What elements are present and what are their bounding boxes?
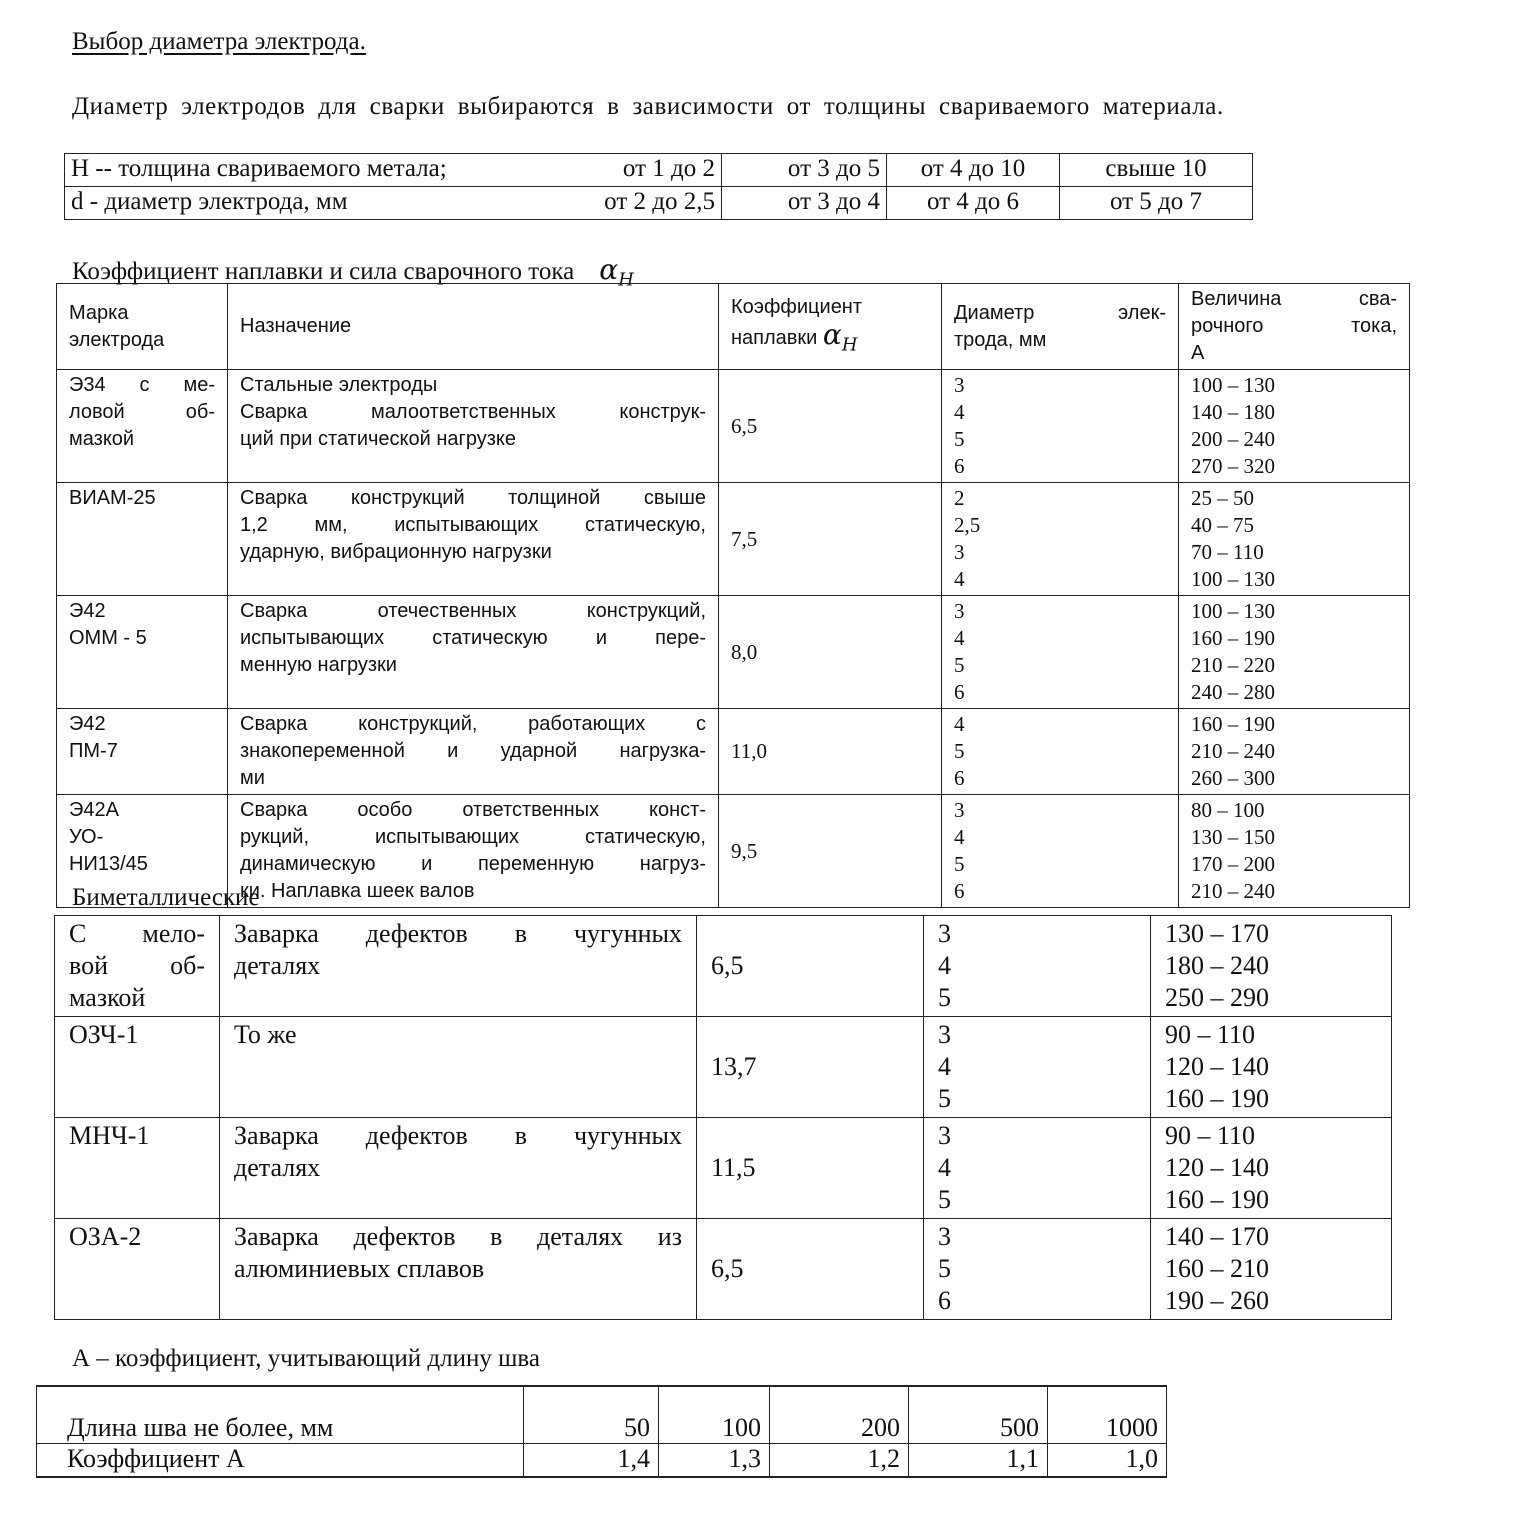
brand-cell-line: УО- xyxy=(69,826,104,848)
table-row xyxy=(37,1444,1167,1478)
brand-cell-line: ОЗЧ-1 xyxy=(69,1020,139,1049)
current-cell-line: 170 – 200 xyxy=(1191,852,1275,876)
header-brand: Марка электрода xyxy=(57,284,228,370)
brand-cell-line: вой об- xyxy=(69,951,205,980)
seam-length-value: 500 xyxy=(909,1386,1048,1444)
diameter-cell-line: 5 xyxy=(954,427,965,451)
purpose-cell xyxy=(228,795,719,908)
diameter-value: от 3 до 4 xyxy=(722,187,887,220)
diameter-cell-line: 6 xyxy=(954,454,965,478)
purpose-cell-line: менную нагрузки xyxy=(240,654,397,676)
purpose-cell-line: ций при статической нагрузке xyxy=(240,428,516,450)
diameter-cell-line: 5 xyxy=(954,653,965,677)
diameter-cell-line: 3 xyxy=(954,540,965,564)
diameter-value: от 4 до 6 xyxy=(887,187,1060,220)
current-cell-line: 90 – 110 xyxy=(1165,1121,1256,1150)
coefficient-a-value: 1,2 xyxy=(770,1444,909,1478)
current-cell-line: 200 – 240 xyxy=(1191,427,1275,451)
coefficient-cell: 9,5 xyxy=(719,795,942,908)
coefficient-cell: 6,5 xyxy=(697,1219,924,1320)
purpose-cell-line: ки. Наплавка шеек валов xyxy=(240,880,475,902)
brand-cell xyxy=(57,483,228,596)
diameter-cell-line: 2,5 xyxy=(954,513,981,537)
seam-length-value: 50 xyxy=(524,1386,659,1444)
alpha-h-symbol xyxy=(599,253,634,291)
diameter-cell xyxy=(942,709,1179,795)
current-cell-line: 100 – 130 xyxy=(1191,567,1275,591)
table-row xyxy=(37,1386,1167,1444)
brand-cell xyxy=(57,370,228,483)
page-title: Выбор диаметра электрода. xyxy=(72,28,366,55)
coefficient-cell: 11,0 xyxy=(719,709,942,795)
diameter-cell-line: 4 xyxy=(954,712,965,736)
diameter-cell xyxy=(924,1017,1151,1118)
current-cell xyxy=(1151,1017,1392,1118)
table-row xyxy=(55,1017,1392,1118)
diameter-cell-line: 6 xyxy=(938,1286,951,1315)
current-cell-line: 25 – 50 xyxy=(1191,486,1254,510)
diameter-cell xyxy=(942,795,1179,908)
brand-cell-line: ПМ-7 xyxy=(69,740,118,762)
diameter-cell-line: 4 xyxy=(954,400,965,424)
diameter-cell-line: 3 xyxy=(938,1020,951,1049)
coefficient-cell: 7,5 xyxy=(719,483,942,596)
diameter-cell xyxy=(942,596,1179,709)
current-cell-line: 210 – 240 xyxy=(1191,739,1275,763)
brand-cell xyxy=(55,1017,220,1118)
current-cell-line: 100 – 130 xyxy=(1191,599,1275,623)
alpha-symbol: α xyxy=(599,253,619,286)
seam-length-table xyxy=(36,1385,1167,1478)
brand-cell-line: ОММ - 5 xyxy=(69,627,147,649)
section-heading-bimetallic: Биметаллические xyxy=(72,884,260,911)
coefficient-a-value: 1,1 xyxy=(909,1444,1048,1478)
purpose-cell-line: Сварка конструкций толщиной свыше xyxy=(240,487,706,509)
purpose-cell xyxy=(228,596,719,709)
diameter-cell-line: 5 xyxy=(954,852,965,876)
coefficient-a-value: 1,3 xyxy=(659,1444,770,1478)
current-cell xyxy=(1179,370,1410,483)
header-coef: Коэффициент наплавки $\alpha_H$ xyxy=(719,284,942,370)
table-row xyxy=(55,1219,1392,1320)
thickness-label: H -- толщина свариваемого метала; xyxy=(71,155,447,182)
diameter-selection-table xyxy=(64,153,1253,220)
table-row xyxy=(65,187,1253,220)
current-cell-line: 70 – 110 xyxy=(1191,540,1264,564)
heading-text: Коэффициент наплавки и сила сварочного тока xyxy=(72,258,575,285)
diameter-cell-line: 4 xyxy=(954,626,965,650)
brand-cell-line: мазкой xyxy=(69,983,146,1012)
current-cell-line: 40 – 75 xyxy=(1191,513,1254,537)
purpose-cell-line: испытывающих статическую и пере- xyxy=(240,627,706,649)
seam-length-value: 1000 xyxy=(1048,1386,1167,1444)
purpose-cell xyxy=(228,709,719,795)
header-diameter: Диаметр элек- трода, мм xyxy=(942,284,1179,370)
brand-cell-line: мазкой xyxy=(69,428,135,450)
current-cell-line: 190 – 260 xyxy=(1165,1286,1269,1315)
coefficient-cell: 6,5 xyxy=(697,916,924,1017)
thickness-value: свыше 10 xyxy=(1060,154,1253,187)
brand-cell xyxy=(57,709,228,795)
thickness-value: от 1 до 2 xyxy=(622,155,715,182)
purpose-cell-line: ударную, вибрационную нагрузки xyxy=(240,541,552,563)
purpose-cell-line: Заварка дефектов в чугунных xyxy=(234,1121,682,1150)
current-cell-line: 140 – 180 xyxy=(1191,400,1275,424)
coefficient-a-label: Коэффициент А xyxy=(37,1444,524,1478)
header-current: Величина сва- рочного тока, А xyxy=(1179,284,1410,370)
diameter-cell-line: 6 xyxy=(954,766,965,790)
diameter-cell-line: 2 xyxy=(954,486,965,510)
coefficient-cell: 6,5 xyxy=(719,370,942,483)
purpose-cell xyxy=(228,483,719,596)
current-cell-line: 160 – 210 xyxy=(1165,1254,1269,1283)
table-header-row xyxy=(57,284,1410,370)
diameter-cell-line: 3 xyxy=(938,919,951,948)
purpose-cell xyxy=(228,370,719,483)
thickness-value: от 3 до 5 xyxy=(722,154,887,187)
diameter-value: от 5 до 7 xyxy=(1060,187,1253,220)
diameter-cell xyxy=(65,187,722,220)
diameter-cell-line: 6 xyxy=(954,680,965,704)
current-cell-line: 180 – 240 xyxy=(1165,951,1269,980)
diameter-cell-line: 3 xyxy=(938,1222,951,1251)
diameter-cell-line: 3 xyxy=(938,1121,951,1150)
diameter-cell-line: 5 xyxy=(938,1185,951,1214)
current-cell-line: 120 – 140 xyxy=(1165,1153,1269,1182)
purpose-cell-line: динамическую и переменную нагруз- xyxy=(240,853,706,875)
deposition-table xyxy=(56,283,1410,908)
current-cell-line: 120 – 140 xyxy=(1165,1052,1269,1081)
current-cell-line: 140 – 170 xyxy=(1165,1222,1269,1251)
purpose-cell-line: ми xyxy=(240,767,265,789)
current-cell-line: 270 – 320 xyxy=(1191,454,1275,478)
purpose-cell-line: деталях xyxy=(234,951,321,980)
seam-length-value: 200 xyxy=(770,1386,909,1444)
header-purpose: Назначение xyxy=(228,284,719,370)
current-cell-line: 80 – 100 xyxy=(1191,798,1265,822)
purpose-cell-line: Заварка дефектов в деталях из xyxy=(234,1222,682,1251)
purpose-cell-line: Заварка дефектов в чугунных xyxy=(234,919,682,948)
purpose-cell-line: знакопеременной и ударной нагрузка- xyxy=(240,740,706,762)
section-heading-coefficient-a: А – коэффициент, учитывающий длину шва xyxy=(72,1345,540,1372)
diameter-value: от 2 до 2,5 xyxy=(604,188,715,215)
purpose-cell-line: алюминиевых сплавов xyxy=(234,1254,485,1283)
current-cell-line: 240 – 280 xyxy=(1191,680,1275,704)
current-cell-line: 130 – 150 xyxy=(1191,825,1275,849)
purpose-cell-line: рукций, испытывающих статическую, xyxy=(240,826,706,848)
diameter-cell-line: 3 xyxy=(954,373,965,397)
purpose-cell-line: Сварка отечественных конструкций, xyxy=(240,600,706,622)
brand-cell-line: МНЧ-1 xyxy=(69,1121,150,1150)
bimetallic-table xyxy=(54,915,1392,1320)
diameter-cell-line: 4 xyxy=(938,1052,951,1081)
purpose-cell-line: Сварка конструкций, работающих с xyxy=(240,713,706,735)
table-row xyxy=(57,370,1410,483)
purpose-cell xyxy=(220,1017,697,1118)
purpose-cell-line: Сварка малоответственных конструк- xyxy=(240,401,706,423)
purpose-subheading: Стальные электроды xyxy=(240,374,438,396)
brand-cell-line: ловой об- xyxy=(69,401,215,423)
brand-cell-line: С мело- xyxy=(69,919,205,948)
current-cell-line: 160 – 190 xyxy=(1191,626,1275,650)
current-cell-line: 250 – 290 xyxy=(1165,983,1269,1012)
purpose-cell xyxy=(220,1219,697,1320)
table-row xyxy=(57,483,1410,596)
table-row xyxy=(57,596,1410,709)
diameter-cell xyxy=(942,370,1179,483)
brand-cell-line: НИ13/45 xyxy=(69,853,148,875)
current-cell-line: 160 – 190 xyxy=(1191,712,1275,736)
diameter-cell-line: 4 xyxy=(938,1153,951,1182)
thickness-cell xyxy=(65,154,722,187)
diameter-cell-line: 5 xyxy=(938,1254,951,1283)
coefficient-cell: 13,7 xyxy=(697,1017,924,1118)
brand-cell xyxy=(57,596,228,709)
table-row xyxy=(57,709,1410,795)
current-cell-line: 160 – 190 xyxy=(1165,1084,1269,1113)
current-cell xyxy=(1151,1118,1392,1219)
diameter-cell xyxy=(924,1118,1151,1219)
brand-cell-line: ОЗА-2 xyxy=(69,1222,142,1251)
alpha-subscript: H xyxy=(618,269,634,291)
purpose-cell-line: 1,2 мм, испытывающих статическую, xyxy=(240,514,706,536)
brand-cell-line: Э42 xyxy=(69,713,106,735)
alpha-h-symbol: $\alpha_H$ xyxy=(822,318,858,356)
coefficient-a-value: 1,0 xyxy=(1048,1444,1167,1478)
seam-length-value: 100 xyxy=(659,1386,770,1444)
brand-cell-line: Э42 xyxy=(69,600,106,622)
brand-cell xyxy=(55,1219,220,1320)
brand-cell xyxy=(55,1118,220,1219)
coefficient-cell: 8,0 xyxy=(719,596,942,709)
current-cell-line: 100 – 130 xyxy=(1191,373,1275,397)
diameter-cell xyxy=(924,916,1151,1017)
diameter-cell-line: 4 xyxy=(954,825,965,849)
coefficient-cell: 11,5 xyxy=(697,1118,924,1219)
current-cell-line: 130 – 170 xyxy=(1165,919,1269,948)
purpose-cell-line: Сварка особо ответственных конст- xyxy=(240,799,706,821)
purpose-cell xyxy=(220,916,697,1017)
current-cell xyxy=(1179,795,1410,908)
diameter-cell-line: 5 xyxy=(938,983,951,1012)
diameter-cell-line: 4 xyxy=(938,951,951,980)
current-cell-line: 90 – 110 xyxy=(1165,1020,1256,1049)
purpose-cell-line: То же xyxy=(234,1020,297,1049)
coefficient-a-value: 1,4 xyxy=(524,1444,659,1478)
current-cell-line: 210 – 220 xyxy=(1191,653,1275,677)
diameter-label: d - диаметр электрода, мм xyxy=(71,188,348,215)
thickness-value: от 4 до 10 xyxy=(887,154,1060,187)
diameter-cell-line: 6 xyxy=(954,879,965,903)
current-cell-line: 260 – 300 xyxy=(1191,766,1275,790)
diameter-cell-line: 3 xyxy=(954,599,965,623)
diameter-cell xyxy=(942,483,1179,596)
current-cell xyxy=(1151,916,1392,1017)
diameter-cell-line: 4 xyxy=(954,567,965,591)
purpose-cell-line: деталях xyxy=(234,1153,321,1182)
diameter-cell xyxy=(924,1219,1151,1320)
intro-paragraph: Диаметр электродов для сварки выбираются в зависимости от толщины свариваемого материала. xyxy=(72,93,1224,120)
table-row xyxy=(55,1118,1392,1219)
seam-length-label: Длина шва не более, мм xyxy=(37,1386,524,1444)
current-cell-line: 160 – 190 xyxy=(1165,1185,1269,1214)
current-cell xyxy=(1179,596,1410,709)
diameter-cell-line: 3 xyxy=(954,798,965,822)
current-cell xyxy=(1151,1219,1392,1320)
table-row xyxy=(65,154,1253,187)
brand-cell-line: Э42А xyxy=(69,799,119,821)
brand-cell xyxy=(55,916,220,1017)
diameter-cell-line: 5 xyxy=(938,1084,951,1113)
current-cell xyxy=(1179,709,1410,795)
diameter-cell-line: 5 xyxy=(954,739,965,763)
brand-cell-line: ВИАМ-25 xyxy=(69,487,156,509)
brand-cell-line: Э34 с ме- xyxy=(69,374,215,396)
current-cell xyxy=(1179,483,1410,596)
table-row xyxy=(55,916,1392,1017)
purpose-cell xyxy=(220,1118,697,1219)
current-cell-line: 210 – 240 xyxy=(1191,879,1275,903)
